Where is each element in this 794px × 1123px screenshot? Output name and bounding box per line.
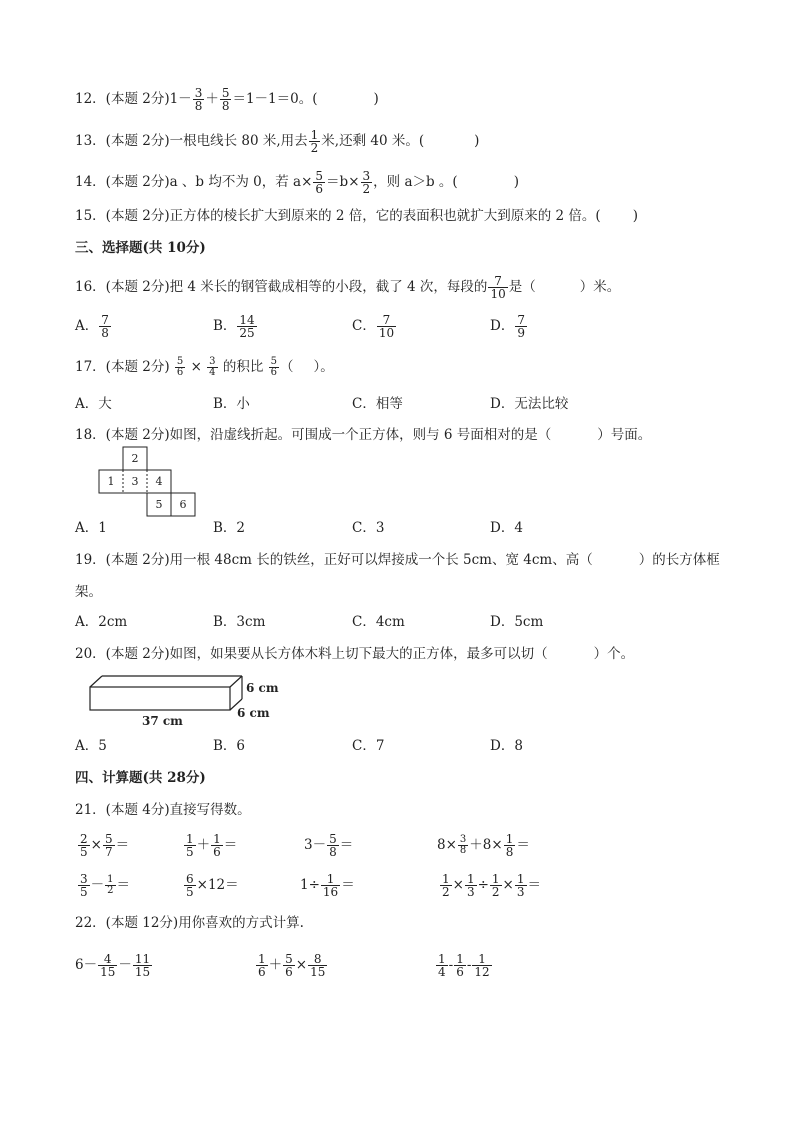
option-c[interactable]: C．相等 [352, 396, 403, 412]
section-heading-choice: 三、选择题(共 10分) [75, 240, 206, 256]
label-length: 37 cm [142, 714, 183, 728]
question-17: 17．(本题 2分) $\frac{5}{6}$ × $\frac{3}{4}$ 的积比 $\frac{5}{6}$ （ ）。 [75, 356, 334, 378]
section-heading-calc: 四、计算题(共 28分) [75, 770, 206, 786]
option-d[interactable]: D．5cm [490, 614, 544, 630]
option-a[interactable]: A． $\frac{7}{8}$ [75, 313, 109, 340]
fraction: $\frac{3}{4}$ [209, 356, 216, 378]
option-c[interactable]: C．3 [352, 520, 385, 536]
cuboid-figure [86, 673, 286, 731]
option-c[interactable]: C．4cm [352, 614, 405, 630]
net-cell-4: 4 [155, 475, 163, 488]
question-16: 16．(本题 2分)把 4 米长的钢管截成相等的小段，截了 4 次，每段的 $\frac{7}{10}$ 是（ ）米。 [75, 274, 621, 301]
calc-item: $\frac{1}{6}$ ＋ $\frac{5}{6}$ × $\frac{8}{15}$ [258, 952, 326, 979]
calc-item: $\frac{1}{2}$ × $\frac{1}{3}$ ÷ $\frac{1}{2}$ × $\frac{1}{3}$ ＝ [442, 872, 541, 899]
question-12: 12．(本题 2分)1－ $\frac{3}{8}$ ＋ $\frac{5}{8}$ ＝1－1＝0。( ) [75, 86, 379, 113]
option-b[interactable]: B．2 [213, 520, 246, 536]
option-d[interactable]: D．无法比较 [490, 396, 569, 412]
question-20: 20．(本题 2分)如图，如果要从长方体木料上切下最大的正方体，最多可以切（ ）个。 [75, 646, 635, 662]
fraction: $\frac{5}{8}$ [221, 86, 230, 113]
option-b[interactable]: B．3cm [213, 614, 266, 630]
fraction: $\frac{5}{6}$ [270, 356, 278, 378]
question-14: 14．(本题 2分)a 、b 均不为 0，若 a× $\frac{5}{6}$ ＝b× $\frac{3}{2}$ ，则 a＞b 。( ) [75, 169, 519, 196]
calc-item: $\frac{1}{5}$ ＋ $\frac{1}{6}$ ＝ [186, 832, 238, 859]
question-19: 19．(本题 2分)用一根 48cm 长的铁丝，正好可以焊接成一个长 5cm、宽 4cm、高（ ）的长方体框 [75, 552, 720, 568]
calc-item: $\frac{1}{4}$ - $\frac{1}{6}$ - $\frac{1}{12}$ [438, 952, 490, 979]
net-cell-3: 3 [131, 475, 139, 488]
option-a[interactable]: A．2cm [75, 614, 128, 630]
option-c[interactable]: C．7 [352, 738, 385, 754]
option-b[interactable]: B．6 [213, 738, 246, 754]
calc-item: $\frac{2}{5}$ × $\frac{5}{7}$ ＝ [80, 832, 130, 859]
calc-item: 3－ $\frac{5}{8}$ ＝ [304, 832, 354, 859]
net-cell-5: 5 [155, 498, 163, 511]
fraction: $\frac{7}{10}$ [490, 274, 506, 301]
cube-net-figure [98, 446, 198, 518]
calc-item: 1÷ $\frac{1}{16}$ ＝ [300, 872, 355, 899]
calc-item: 6－ $\frac{4}{15}$ － $\frac{11}{15}$ [75, 952, 151, 979]
calc-item: $\frac{6}{5}$ ×12＝ [186, 872, 239, 899]
calc-item: 8× $\frac{3}{8}$ ＋8× $\frac{1}{8}$ ＝ [437, 832, 530, 859]
question-13: 13．(本题 2分)一根电线长 80 米,用去 $\frac{1}{2}$ 米,还剩 40 米。( ) [75, 128, 480, 155]
option-a[interactable]: A．大 [75, 396, 112, 412]
question-22: 22．(本题 12分)用你喜欢的方式计算. [75, 915, 304, 931]
option-a[interactable]: A．1 [75, 520, 107, 536]
fraction: $\frac{1}{2}$ [310, 128, 319, 155]
fraction: $\frac{5}{6}$ [176, 356, 184, 378]
question-15: 15．(本题 2分)正方体的棱长扩大到原来的 2 倍，它的表面积也就扩大到原来的 2 倍。( ) [75, 208, 638, 224]
option-b[interactable]: B． $\frac{14}{25}$ [213, 313, 255, 340]
question-18: 18．(本题 2分)如图，沿虚线折起。可围成一个正方体，则与 6 号面相对的是（ ）号面。 [75, 427, 652, 443]
option-d[interactable]: D．8 [490, 738, 523, 754]
label-height: 6 cm [246, 681, 279, 695]
option-d[interactable]: D．4 [490, 520, 523, 536]
fraction: $\frac{3}{2}$ [362, 169, 371, 196]
option-d[interactable]: D． $\frac{7}{9}$ [490, 313, 525, 340]
fraction: $\frac{3}{8}$ [194, 86, 203, 113]
net-cell-2: 2 [131, 452, 139, 465]
calc-item: $\frac{3}{5}$ － $\frac{1}{2}$ ＝ [80, 872, 131, 899]
fraction: $\frac{5}{6}$ [315, 169, 324, 196]
question-21: 21．(本题 4分)直接写得数。 [75, 802, 251, 818]
net-cell-6: 6 [179, 498, 187, 511]
option-b[interactable]: B．小 [213, 396, 250, 412]
net-cell-1: 1 [107, 475, 115, 488]
question-19-line2: 架。 [75, 584, 102, 600]
option-a[interactable]: A．5 [75, 738, 107, 754]
option-c[interactable]: C． $\frac{7}{10}$ [352, 313, 395, 340]
label-width: 6 cm [237, 706, 270, 720]
